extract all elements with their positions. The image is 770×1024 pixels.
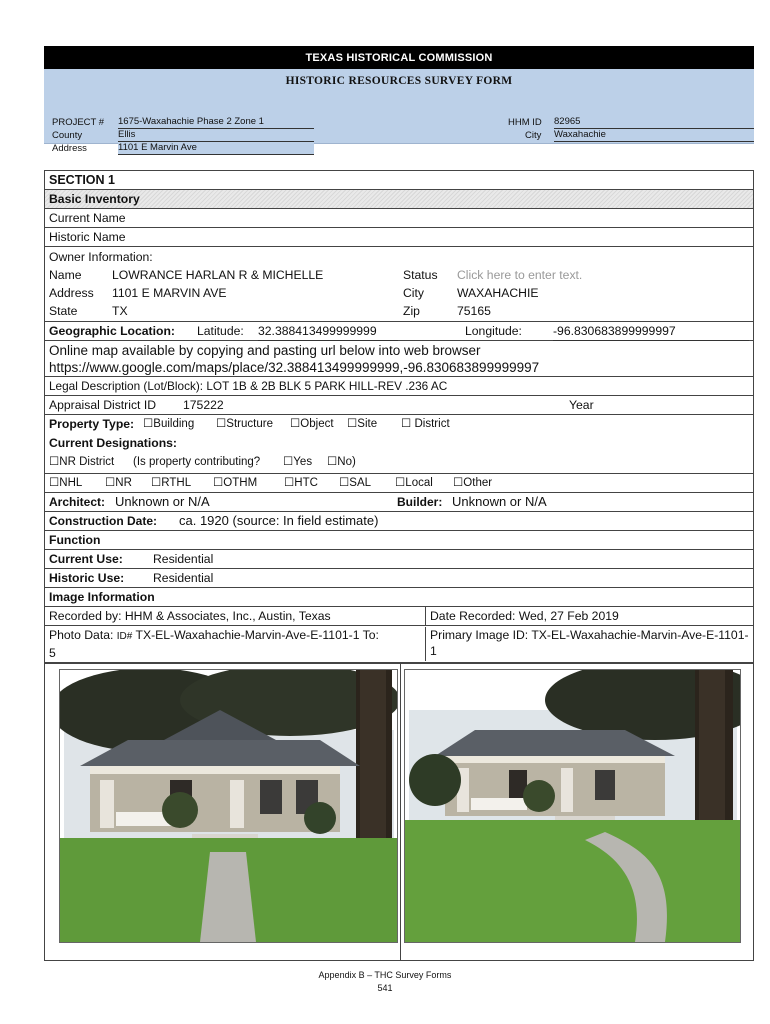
property-type-label: Property Type:	[49, 417, 135, 431]
latitude-value[interactable]: 32.388413499999999	[258, 322, 398, 341]
photo-data-row	[45, 626, 753, 663]
historic-use-label: Historic Use:	[49, 571, 125, 585]
owner-name-value[interactable]: LOWRANCE HARLAN R & MICHELLE	[112, 268, 324, 282]
section-title: SECTION 1	[49, 173, 115, 187]
appendix-label: Appendix B – THC Survey Forms	[318, 970, 452, 980]
current-name-label: Current Name	[49, 211, 126, 225]
image-info-heading: Image Information	[49, 590, 155, 604]
project-label: PROJECT #	[52, 117, 105, 128]
construction-date-row	[45, 512, 753, 531]
contributing-question: (Is property contributing?	[133, 456, 261, 468]
photo-data-id: ID#	[116, 631, 133, 642]
owner-city-value[interactable]: WAXAHACHIE	[457, 286, 539, 300]
current-use-value[interactable]: Residential	[153, 552, 214, 566]
address-label: Address	[52, 143, 87, 154]
address-field[interactable]: 1101 E Marvin Ave	[118, 142, 314, 155]
photo-secondary	[404, 669, 741, 943]
date-recorded: Date Recorded: Wed, 27 Feb 2019	[430, 609, 619, 623]
construction-date-value[interactable]: ca. 1920 (source: In field estimate)	[179, 513, 379, 528]
historic-use-value[interactable]: Residential	[153, 571, 214, 585]
longitude-value[interactable]: -96.830683899999997	[553, 322, 749, 341]
basic-inventory-heading: Basic Inventory	[49, 192, 140, 206]
geographic-location-row	[45, 322, 753, 341]
current-use-label: Current Use:	[49, 552, 123, 566]
architect-builder-row	[45, 493, 753, 512]
city-label: City	[525, 130, 542, 141]
historic-name-row[interactable]	[45, 228, 753, 247]
owner-heading: Owner Information:	[49, 250, 153, 264]
page-number: 541	[377, 983, 393, 993]
checkbox-htc[interactable]: ☐HTC	[284, 477, 318, 489]
image-info-heading-row	[45, 588, 753, 607]
historic-name-label: Historic Name	[49, 230, 126, 244]
checkbox-nhl[interactable]: ☐NHL	[49, 477, 83, 489]
city-field[interactable]: Waxahachie	[554, 129, 754, 142]
construction-date-label: Construction Date:	[49, 514, 157, 528]
function-heading: Function	[49, 533, 101, 547]
form-title: HISTORIC RESOURCES SURVEY FORM	[285, 75, 513, 87]
checkbox-site[interactable]: ☐Site	[347, 418, 378, 430]
owner-address-label: Address	[49, 286, 94, 300]
architect-label: Architect:	[49, 495, 106, 509]
project-field[interactable]: 1675-Waxahachie Phase 2 Zone 1	[118, 116, 314, 129]
photo-data-value[interactable]: TX-EL-Waxahachie-Marvin-Ave-E-1101-1 To:	[135, 628, 379, 642]
owner-status-label: Status	[403, 268, 438, 282]
checkbox-local[interactable]: ☐Local	[395, 477, 433, 489]
current-name-row[interactable]	[45, 209, 753, 228]
hhm-id-label: HHM ID	[508, 117, 542, 128]
owner-city-label: City	[403, 286, 424, 300]
builder-value[interactable]: Unknown or N/A	[452, 494, 547, 509]
map-note: Online map available by copying and pasting url below into web browser	[49, 343, 481, 358]
map-url[interactable]: https://www.google.com/maps/place/32.388413499999999,-96.830683899999997	[49, 360, 540, 375]
photo-data-label: Photo Data:	[49, 628, 114, 642]
current-use-row	[45, 550, 753, 569]
property-designations-block	[45, 415, 753, 474]
section-title-row	[45, 171, 753, 190]
year-label: Year	[569, 398, 594, 412]
owner-state-value[interactable]: TX	[112, 304, 128, 318]
primary-image-id: Primary Image ID: TX-EL-Waxahachie-Marvin-Ave-E-1101-1	[430, 628, 749, 658]
builder-label: Builder:	[397, 495, 443, 509]
photo-data-tail[interactable]: 5	[49, 646, 56, 660]
current-designations-label: Current Designations:	[49, 436, 177, 450]
county-label: County	[52, 130, 83, 141]
hhm-id-field[interactable]: 82965	[554, 116, 754, 129]
owner-information-block	[45, 247, 753, 322]
map-note-row	[45, 341, 753, 377]
checkbox-nr[interactable]: ☐NR	[105, 477, 132, 489]
owner-address-value[interactable]: 1101 E MARVIN AVE	[112, 286, 227, 300]
legal-description: Legal Description (Lot/Block): LOT 1B & 2B BLK 5 PARK HILL-REV .236 AC	[49, 379, 448, 393]
checkbox-district[interactable]: ☐ District	[401, 418, 450, 430]
legal-description-row	[45, 377, 753, 396]
checkbox-sal[interactable]: ☐SAL	[339, 477, 372, 489]
owner-status-placeholder[interactable]: Click here to enter text.	[457, 268, 583, 282]
historic-use-row	[45, 569, 753, 588]
checkbox-structure[interactable]: ☐Structure	[216, 418, 273, 430]
section-1	[44, 170, 754, 663]
owner-zip-label: Zip	[403, 304, 420, 318]
checkbox-yes[interactable]: ☐Yes	[283, 456, 313, 468]
geo-label: Geographic Location:	[49, 324, 175, 338]
checkbox-other[interactable]: ☐Other	[453, 477, 493, 489]
appraisal-label: Appraisal District ID	[49, 398, 157, 412]
appraisal-row	[45, 396, 753, 415]
owner-name-label: Name	[49, 268, 82, 282]
checkbox-othm[interactable]: ☐OTHM	[213, 477, 258, 489]
longitude-label: Longitude:	[465, 324, 522, 338]
designation-checkboxes-row	[45, 474, 753, 493]
function-heading-row	[45, 531, 753, 550]
checkbox-object[interactable]: ☐Object	[290, 418, 334, 430]
form-header	[44, 69, 754, 154]
house-photo-1	[60, 670, 397, 942]
latitude-label: Latitude:	[197, 324, 244, 338]
checkbox-no[interactable]: ☐No)	[327, 456, 356, 468]
checkbox-building[interactable]: ☐Building	[143, 418, 195, 430]
agency-banner: TEXAS HISTORICAL COMMISSION	[44, 46, 754, 69]
owner-zip-value[interactable]: 75165	[457, 304, 491, 318]
owner-state-label: State	[49, 304, 78, 318]
checkbox-nr-district[interactable]: ☐NR District	[49, 456, 115, 468]
page-footer	[0, 969, 770, 995]
photo-panel	[44, 663, 754, 961]
basic-inventory-row	[45, 190, 753, 209]
photo-primary	[59, 669, 398, 943]
checkbox-rthl[interactable]: ☐RTHL	[151, 477, 192, 489]
house-photo-2	[405, 670, 740, 942]
recorded-row	[45, 607, 753, 626]
county-field[interactable]: Ellis	[118, 129, 314, 142]
recorded-by: Recorded by: HHM & Associates, Inc., Austin, Texas	[45, 607, 426, 625]
appraisal-value[interactable]: 175222	[183, 398, 224, 412]
survey-form	[44, 46, 754, 961]
architect-value[interactable]: Unknown or N/A	[115, 494, 210, 509]
